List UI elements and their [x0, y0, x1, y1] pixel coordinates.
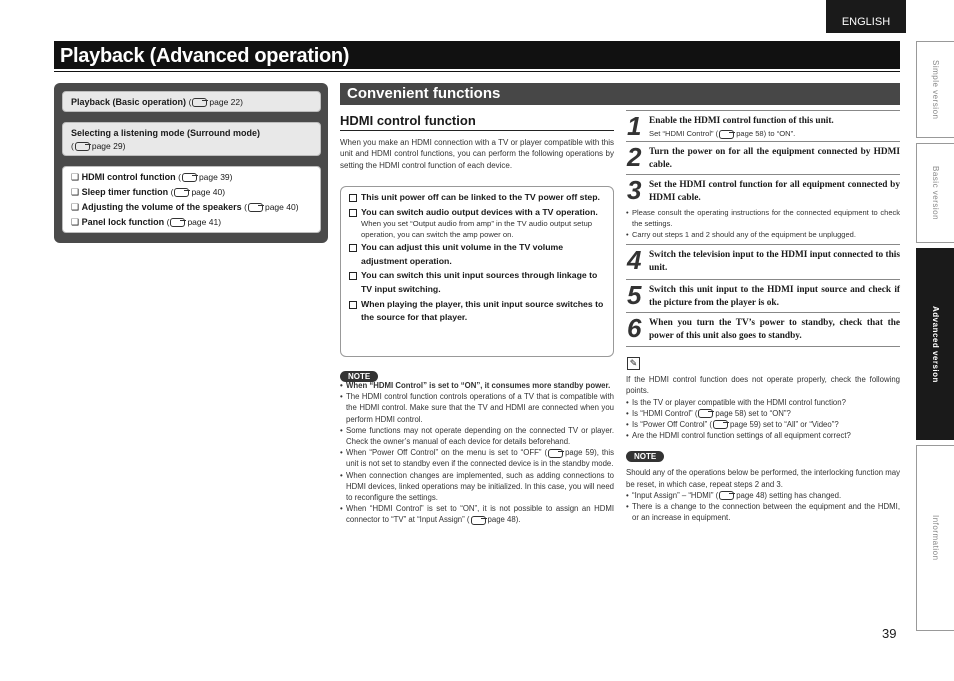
note-intro: Should any of the operations below be performed, the interlocking function may be reset, in which case, repeat steps 2 and 3.: [626, 468, 900, 489]
intro-paragraph: When you make an HDMI connection with a TV or player compatible with this unit and HDMI control functions, you can perform the following operations by setting the HDMI control function of each device.: [340, 138, 614, 170]
tips-intro: If the HDMI control function does not operate properly, check the following points.: [626, 375, 900, 396]
nav-link-speaker-volume[interactable]: ❑ Adjusting the volume of the speakers ( page 40): [71, 202, 299, 212]
side-tab-basic-version[interactable]: Basic version: [916, 143, 954, 243]
step-number: 3: [627, 175, 642, 205]
step-bullet: • Please consult the operating instructions for the connected equipment to check the settings.: [626, 207, 900, 229]
step-text: Switch this unit input to the HDMI input source and check if the picture from the player is ok.: [649, 285, 900, 308]
nav-list: [62, 166, 321, 233]
step-text: Switch the television input to the HDMI input connected to this unit.: [649, 250, 900, 273]
note-item: • When connection changes are implemented, such as adding connections to HDMI devices, linked operations may be initialized. In this case, you will need to reconfigure the settings.: [340, 470, 614, 504]
step-number: 4: [627, 245, 642, 275]
side-tab-information[interactable]: Information: [916, 445, 954, 631]
page-ref-icon: [170, 218, 185, 227]
step-3: [626, 175, 900, 245]
subsection-heading: HDMI control function: [340, 113, 614, 131]
feature-list-box: [340, 186, 614, 357]
note-item: • Some functions may not operate depending on the connected TV or player. Check the owner’s manual of each device for details beforehand.: [340, 425, 614, 447]
notes-list: [340, 380, 614, 526]
step-number: 5: [627, 280, 642, 310]
page-ref-icon: [719, 130, 734, 139]
step-number: 2: [627, 142, 642, 172]
feature-item-detail: When you set “Output audio from amp” in the TV audio output setup operation, you can switch the amp power on.: [361, 219, 593, 240]
feature-item: When playing the player, this unit input source switches to the source for that player.: [349, 298, 605, 325]
feature-item: This unit power off can be linked to the TV power off step.: [349, 191, 605, 205]
note-item: • When “Power Off Control” on the menu is set to “OFF” ( page 59), this unit is not set to standby even if the connected device is in the standby mode.: [340, 447, 614, 469]
feature-item: You can switch this unit input sources through linkage to TV input switching.: [349, 269, 605, 296]
pencil-icon: ✎: [627, 357, 640, 370]
note-item: • When “HDMI Control” is set to “ON”, it consumes more standby power.: [340, 380, 614, 391]
page-title: Playback (Advanced operation): [54, 41, 900, 69]
language-tab: ENGLISH: [826, 0, 906, 33]
page-ref-icon: [192, 98, 207, 107]
page-ref-icon: [182, 173, 197, 182]
step-5: [626, 280, 900, 313]
step-text: Enable the HDMI control function of this unit.: [649, 116, 834, 126]
note-item: • “Input Assign” – “HDMI” ( page 48) setting has changed.: [626, 490, 900, 501]
side-tab-simple-version[interactable]: Simple version: [916, 41, 954, 138]
step-6: [626, 313, 900, 347]
note-item: • When “HDMI Control” is set to “ON”, it is not possible to assign an HDMI connector to “TV” at “Input Assign” ( page 48).: [340, 503, 614, 525]
feature-item: You can switch audio output devices with a TV operation.: [349, 206, 605, 220]
note-item: • There is a change to the connection between the equipment and the HDMI, or an increase in equipment.: [626, 501, 900, 523]
page-ref-icon: [248, 203, 263, 212]
note-badge: NOTE: [626, 446, 900, 464]
nav-link-panel-lock[interactable]: ❑ Panel lock function ( page 41): [71, 217, 222, 227]
tips-item: • Is “Power Off Control” ( page 59) set to “All” or “Video”?: [626, 419, 900, 430]
note-badge: NOTE: [340, 366, 378, 384]
nav-link-sleep-timer[interactable]: ❑ Sleep timer function ( page 40): [71, 187, 226, 197]
troubleshooting-notes: [626, 374, 900, 524]
step-text: Set the HDMI control function for all equipment connected by HDMI cable.: [649, 180, 900, 203]
steps-list: [626, 110, 900, 347]
step-number: 6: [627, 313, 642, 343]
page-ref-icon: [719, 491, 734, 500]
side-tab-advanced-version[interactable]: Advanced version: [916, 248, 954, 440]
step-1: [626, 110, 900, 142]
feature-item: You can adjust this unit volume in the TV volume adjustment operation.: [349, 241, 605, 268]
page-ref-icon: [713, 420, 728, 429]
step-bullet: • Carry out steps 1 and 2 should any of the equipment be unplugged.: [626, 229, 900, 240]
nav-link-basic-operation[interactable]: Playback (Basic operation) ( page 22): [62, 91, 321, 112]
section-heading: Convenient functions: [340, 83, 900, 105]
page-ref-icon: [75, 142, 90, 151]
step-2: [626, 142, 900, 175]
tips-item: • Is “HDMI Control” ( page 58) set to “ON”?: [626, 408, 900, 419]
step-detail: Set “HDMI Control” ( page 58) to “ON”.: [649, 129, 796, 138]
nav-link-hdmi-control[interactable]: ❑ HDMI control function ( page 39): [71, 172, 233, 182]
step-4: [626, 245, 900, 280]
nav-link-surround-mode[interactable]: Selecting a listening mode (Surround mode) ( page 29): [62, 122, 321, 156]
step-text: When you turn the TV’s power to standby, check that the power of this unit also goes to standby.: [649, 318, 900, 341]
tips-item: • Is the TV or player compatible with the HDMI control function?: [626, 397, 900, 408]
page-number: 39: [882, 626, 897, 641]
step-number: 1: [627, 111, 642, 141]
note-item: • The HDMI control function controls operations of a TV that is compatible with the HDMI control. Make sure that the TV and HDMI are connected when you perform HDMI control.: [340, 391, 614, 425]
tips-item: • Are the HDMI control function settings of all equipment correct?: [626, 430, 900, 441]
page-ref-icon: [471, 516, 486, 525]
page-ref-icon: [548, 449, 563, 458]
page-ref-icon: [174, 188, 189, 197]
step-text: Turn the power on for all the equipment connected by HDMI cable.: [649, 147, 900, 170]
title-divider-line: [54, 71, 900, 72]
page-ref-icon: [698, 409, 713, 418]
